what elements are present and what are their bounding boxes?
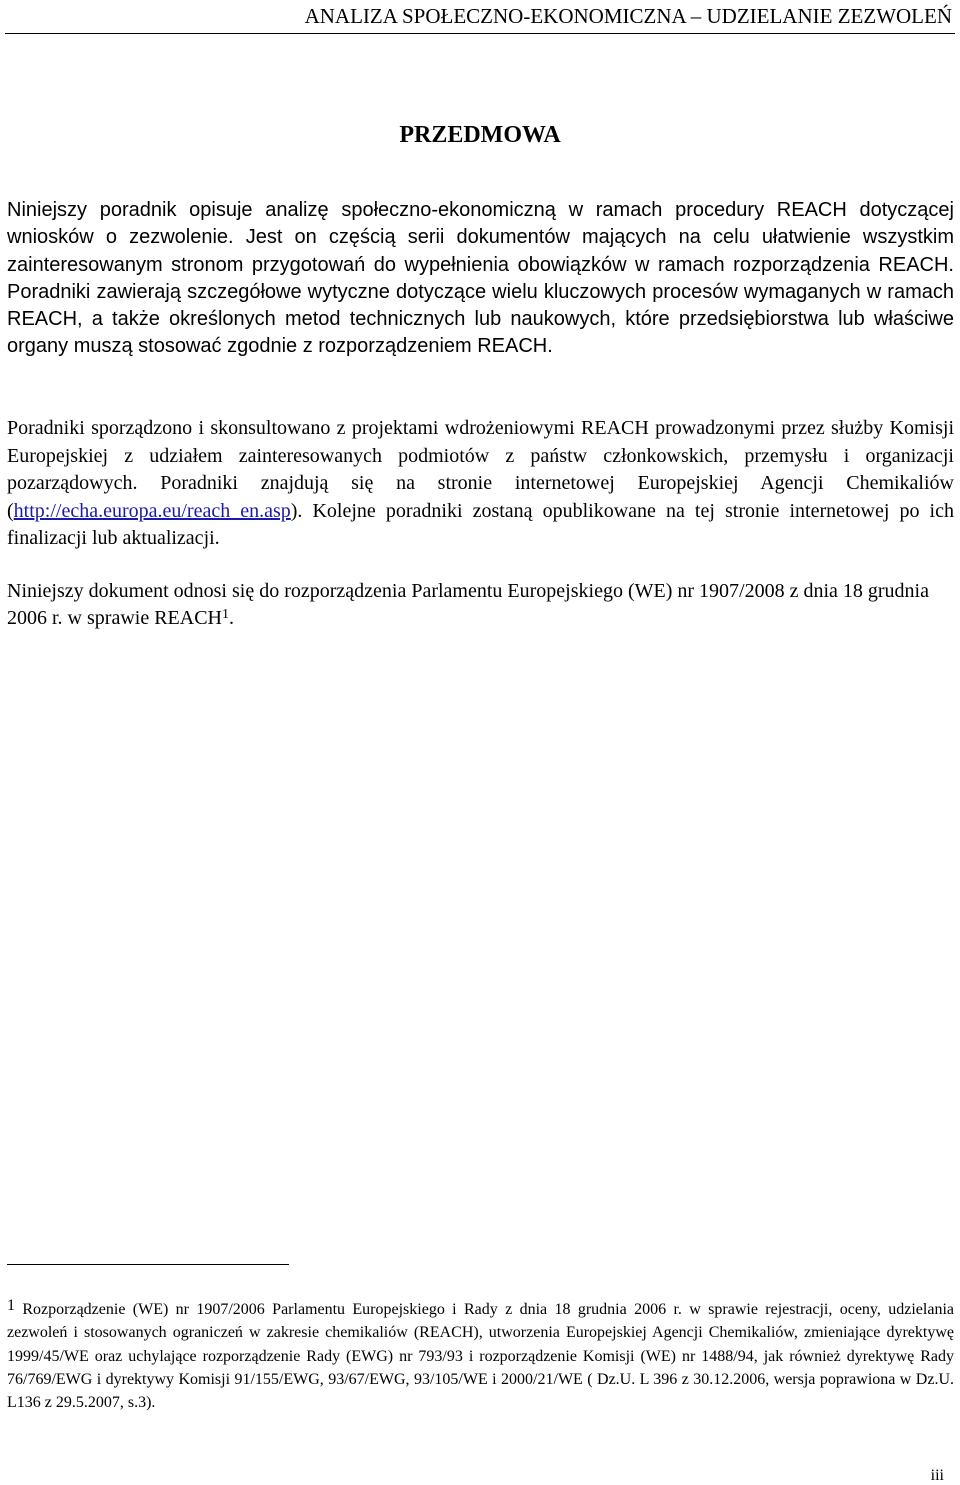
header-rule [5,33,955,34]
paragraph-consultation-text-b: ). Kolejne poradniki zostaną opublikowane na tej stronie internetowej po ich finalizacji lub aktualizacji. [7,499,954,549]
paragraph-consultation-text-a: Poradniki sporządzono i skonsultowano z projektami wdrożeniowymi REACH prowadzonymi przez służby Komisji Europejskiej z udziałem zainteresowanych podmiotów z państw członkowskich, przemysłu i organizacji pozarządowych. Poradniki znajdują się na stronie internetowej Europejskiej Agencji Chemikaliów ( [7,417,954,522]
echa-link[interactable]: http://echa.europa.eu/reach_en.asp [13,499,291,522]
footnote-marker: 1 [7,1297,15,1314]
paragraph-regulation-end: . [228,607,234,630]
running-header: ANALIZA SPOŁECZNO-EKONOMICZNA – UDZIELANIE ZEZWOLEŃ [304,4,952,28]
footnote-separator [7,1264,289,1265]
page-title: PRZEDMOWA [399,122,561,148]
paragraph-regulation [7,578,937,633]
paragraph-consultation [7,415,954,553]
footnote-text: Rozporządzenie (WE) nr 1907/2006 Parlamentu Europejskiego i Rady z dnia 18 grudnia 2006 r. w sprawie rejestracji, oceny, udzielania zezwoleń i stosowanych ograniczeń w zakresie chemikaliów (REACH), utworzenia Europejskiej Agencji Chemikaliów, zmieniające dyrektywę 1999/45/WE oraz uchylające rozporządzenie Rady (EWG) nr 793/93 i rozporządzenie Komisji (WE) nr 1488/94, jak również dyrektywę Rady 76/769/EWG i dyrektywy Komisji 91/155/EWG, 93/67/EWG, 93/105/WE i 2000/21/WE ( Dz.U. L 396 z 30.12.2006, wersja poprawiona w Dz.U. L136 z 29.5.2007, s.3). [7,1301,954,1412]
footnote-reference[interactable]: 1 [221,607,229,623]
page-number: iii [930,1467,944,1484]
footnote [7,1294,954,1414]
paragraph-intro: Niniejszy poradnik opisuje analizę społeczno-ekonomiczną w ramach procedury REACH dotyczącej wniosków o zezwolenie. Jest on częścią serii dokumentów mających na celu ułatwienie wszystkim zainteresowanym stronom przygotowań do wypełnienia obowiązków w ramach rozporządzenia REACH. Poradniki zawierają szczegółowe wytyczne dotyczące wielu kluczowych procesów wymaganych w ramach REACH, a także określonych metod technicznych lub naukowych, które przedsiębiorstwa lub właściwe organy muszą stosować zgodnie z rozporządzeniem REACH. [7,199,954,358]
paragraph-regulation-text: Niniejszy dokument odnosi się do rozporządzenia Parlamentu Europejskiego (WE) nr 1907/2008 z dnia 18 grudnia 2006 r. w sprawie REACH [7,580,929,630]
